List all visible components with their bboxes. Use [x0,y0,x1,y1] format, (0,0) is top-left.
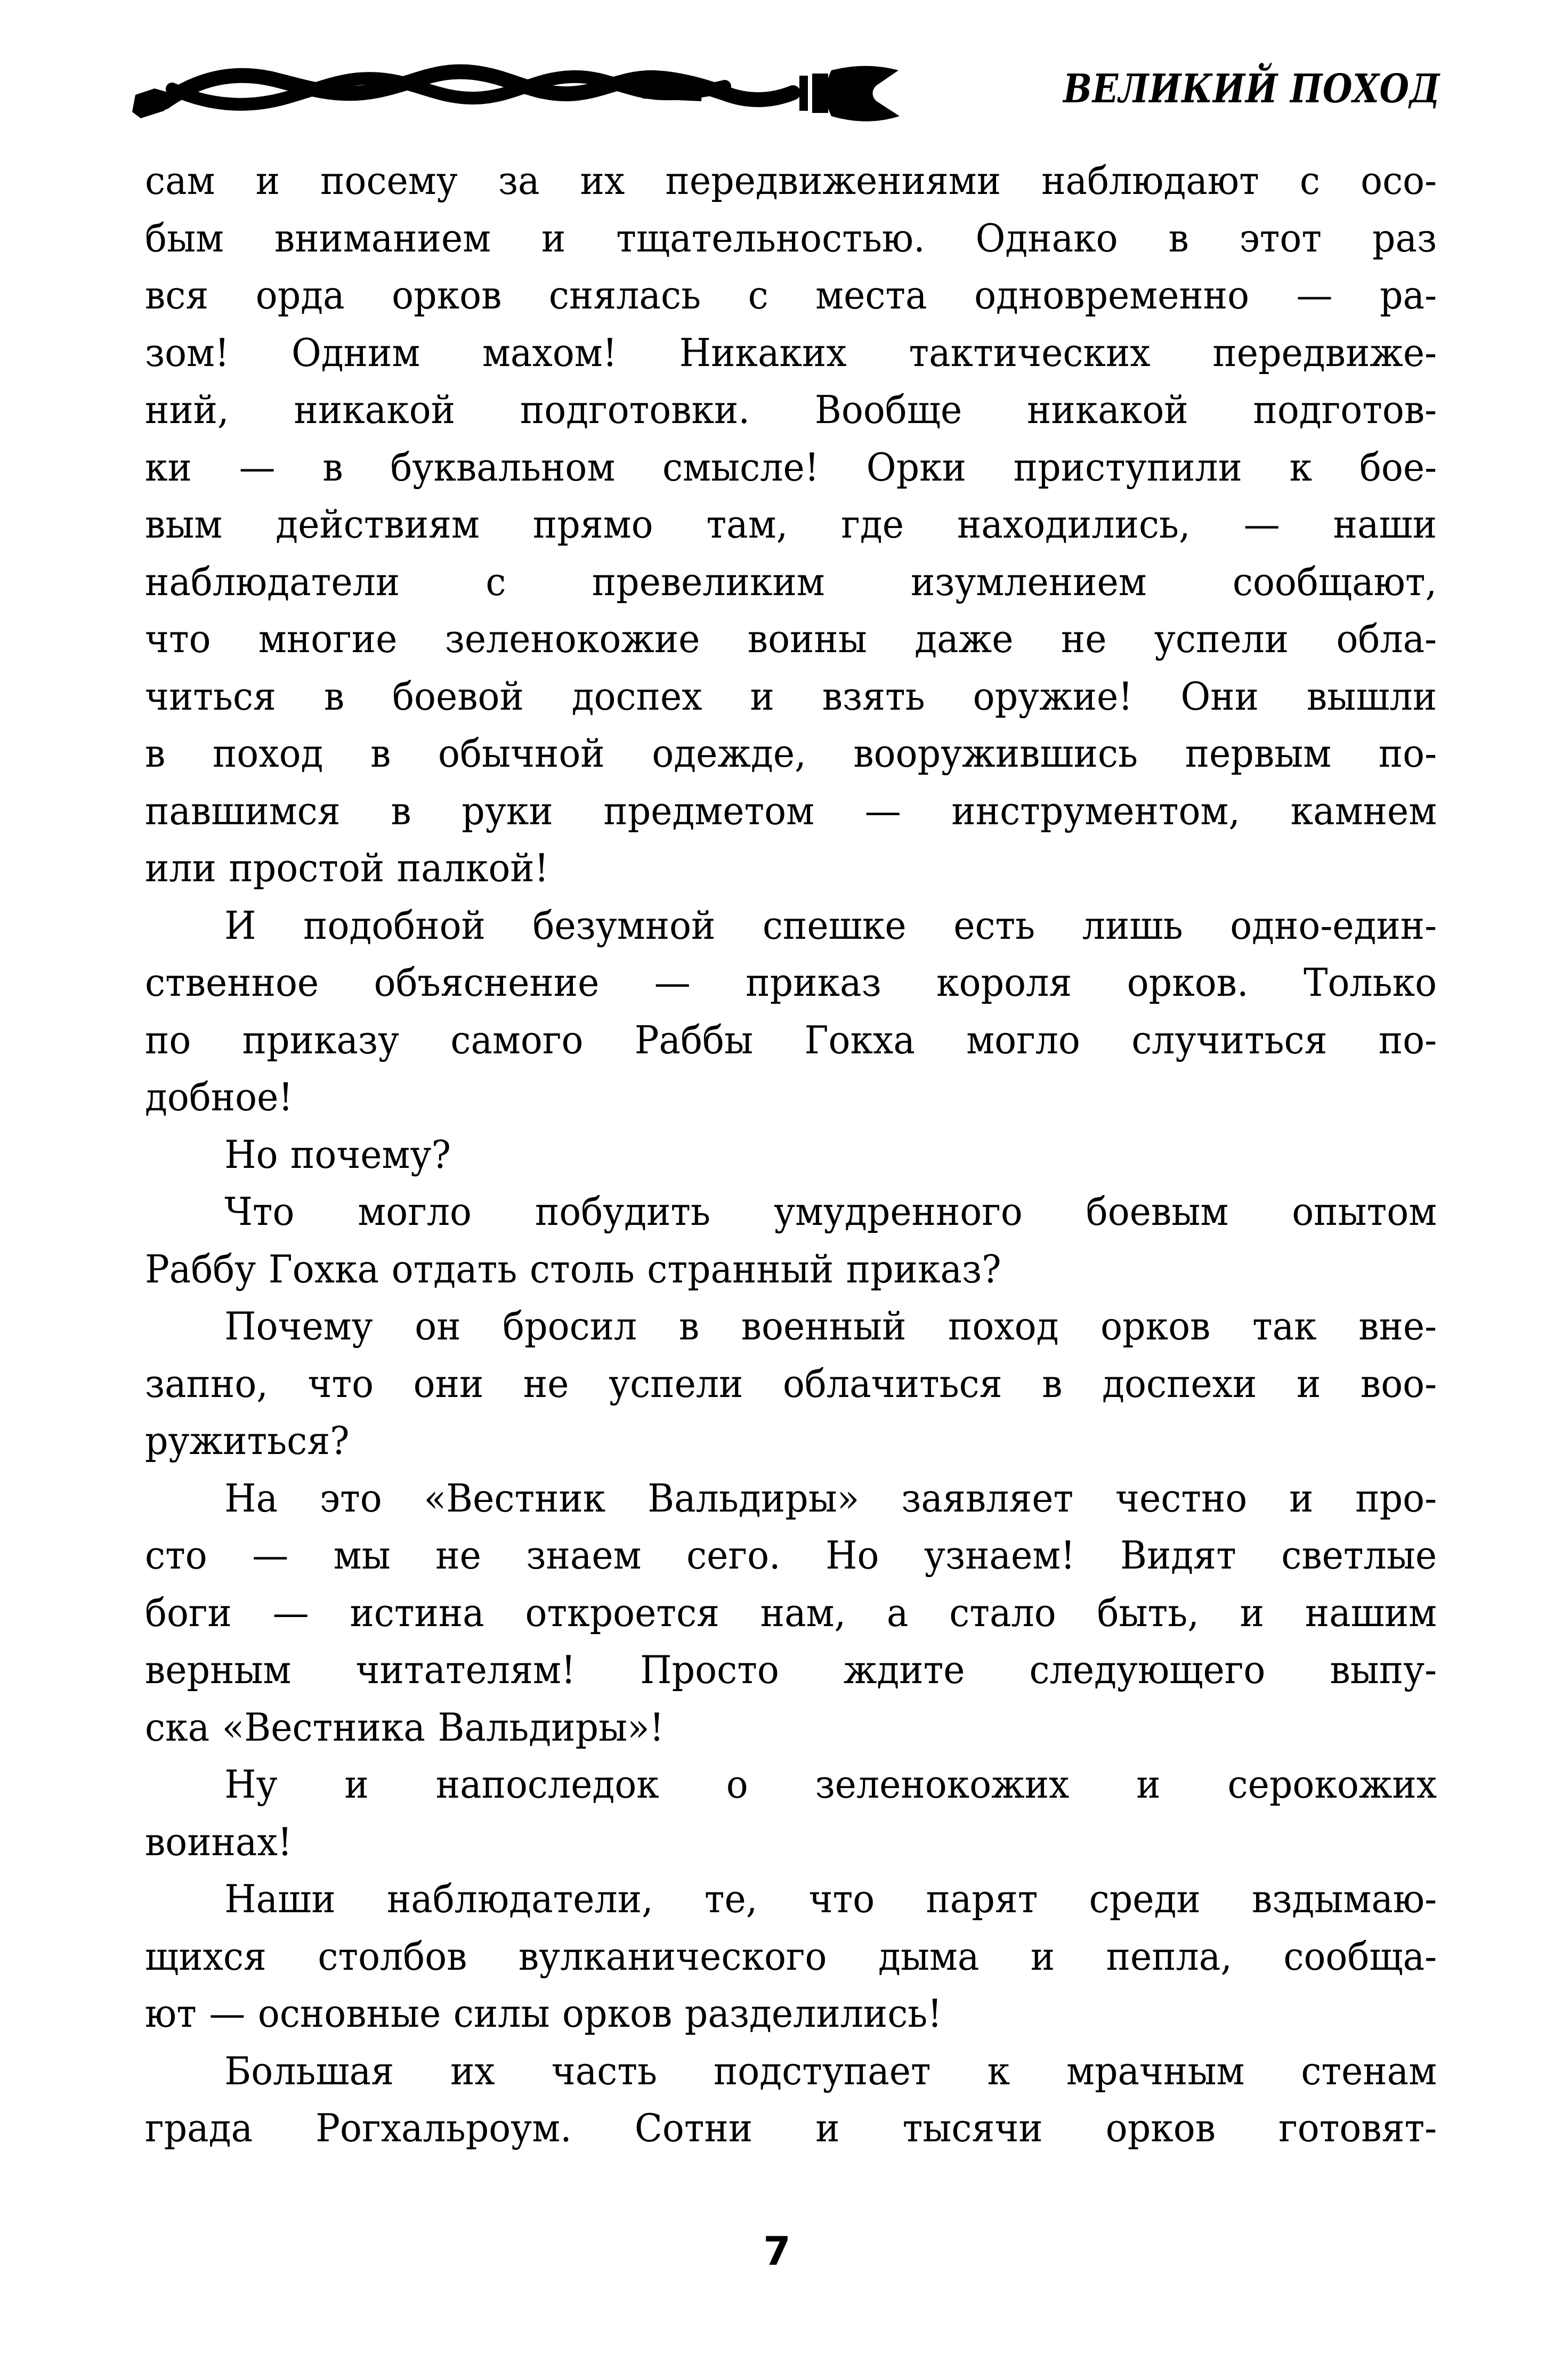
text-line: ственное объяснение — приказ короля орков. Только [145,960,1437,1005]
text-line: Ну и напоследок о зеленокожих и серокожих [224,1762,1437,1807]
text-line: запно, что они не успели облачиться в доспехи и воо- [145,1361,1437,1406]
text-line: вся орда орков снялась с места одновременно — ра- [145,273,1437,318]
text-line: ска «Вестника Вальдиры»! [145,1704,665,1750]
text-line: Но почему? [224,1132,451,1177]
text-line: щихся столбов вулканического дыма и пепла, сообща- [145,1934,1437,1979]
text-line: Большая их часть подступает к мрачным стенам [224,2048,1437,2093]
page-number: 7 [763,2229,791,2275]
text-line: в поход в обычной одежде, вооружившись первым по- [145,731,1437,776]
text-line: павшимся в руки предметом — инструментом, камнем [145,788,1437,833]
running-header [0,0,1554,165]
text-line: зом! Одним махом! Никаких тактических передвиже- [145,330,1437,375]
text-line: Что могло побудить умудренного боевым опытом [224,1189,1437,1234]
text-line: сто — мы не знаем сего. Но узнаем! Видят светлые [145,1533,1437,1578]
text-line: вым действиям прямо там, где находились, — наши [145,502,1437,547]
braided-rope-quill-ornament-icon [132,60,905,129]
text-line: сам и посему за их передвижениями наблюдают с осо- [145,158,1437,203]
text-line: ки — в буквальном смысле! Орки приступили к бое- [145,444,1437,490]
text-line: града Рогхальроум. Сотни и тысячи орков готовят- [145,2106,1437,2150]
text-line: бым вниманием и тщательностью. Однако в этот раз [145,215,1437,261]
text-line: ют — основные силы орков разделились! [145,1991,942,2036]
text-line: На это «Вестник Вальдиры» заявляет честно и про- [224,1475,1437,1521]
text-line: воинах! [145,1819,293,1864]
text-line: по приказу самого Раббы Гокха могло случиться по- [145,1017,1437,1062]
text-line: верным читателям! Просто ждите следующего выпу- [145,1647,1437,1692]
text-line: Почему он бросил в военный поход орков так вне- [224,1304,1437,1349]
text-column [145,152,1437,2157]
text-line: читься в боевой доспех и взять оружие! Они вышли [145,673,1437,719]
text-line: ний, никакой подготовки. Вообще никакой подготов- [145,387,1437,432]
text-line: боги — истина откроется нам, а стало быть, и нашим [145,1590,1437,1635]
text-line: или простой палкой! [145,846,549,890]
text-line: добное! [145,1075,293,1119]
text-line: что многие зеленокожие воины даже не успели обла- [145,616,1437,661]
text-line: Раббу Гохка отдать столь странный приказ? [145,1246,1001,1291]
text-line: наблюдатели с превеликим изумлением сообщают, [145,559,1437,604]
text-line: ружиться? [145,1418,350,1463]
running-header-title: ВЕЛИКИЙ ПОХОД [1063,66,1440,112]
text-line: И подобной безумной спешке есть лишь одно-един- [224,903,1437,948]
text-line: Наши наблюдатели, те, что парят среди вздымаю- [224,1877,1437,1921]
